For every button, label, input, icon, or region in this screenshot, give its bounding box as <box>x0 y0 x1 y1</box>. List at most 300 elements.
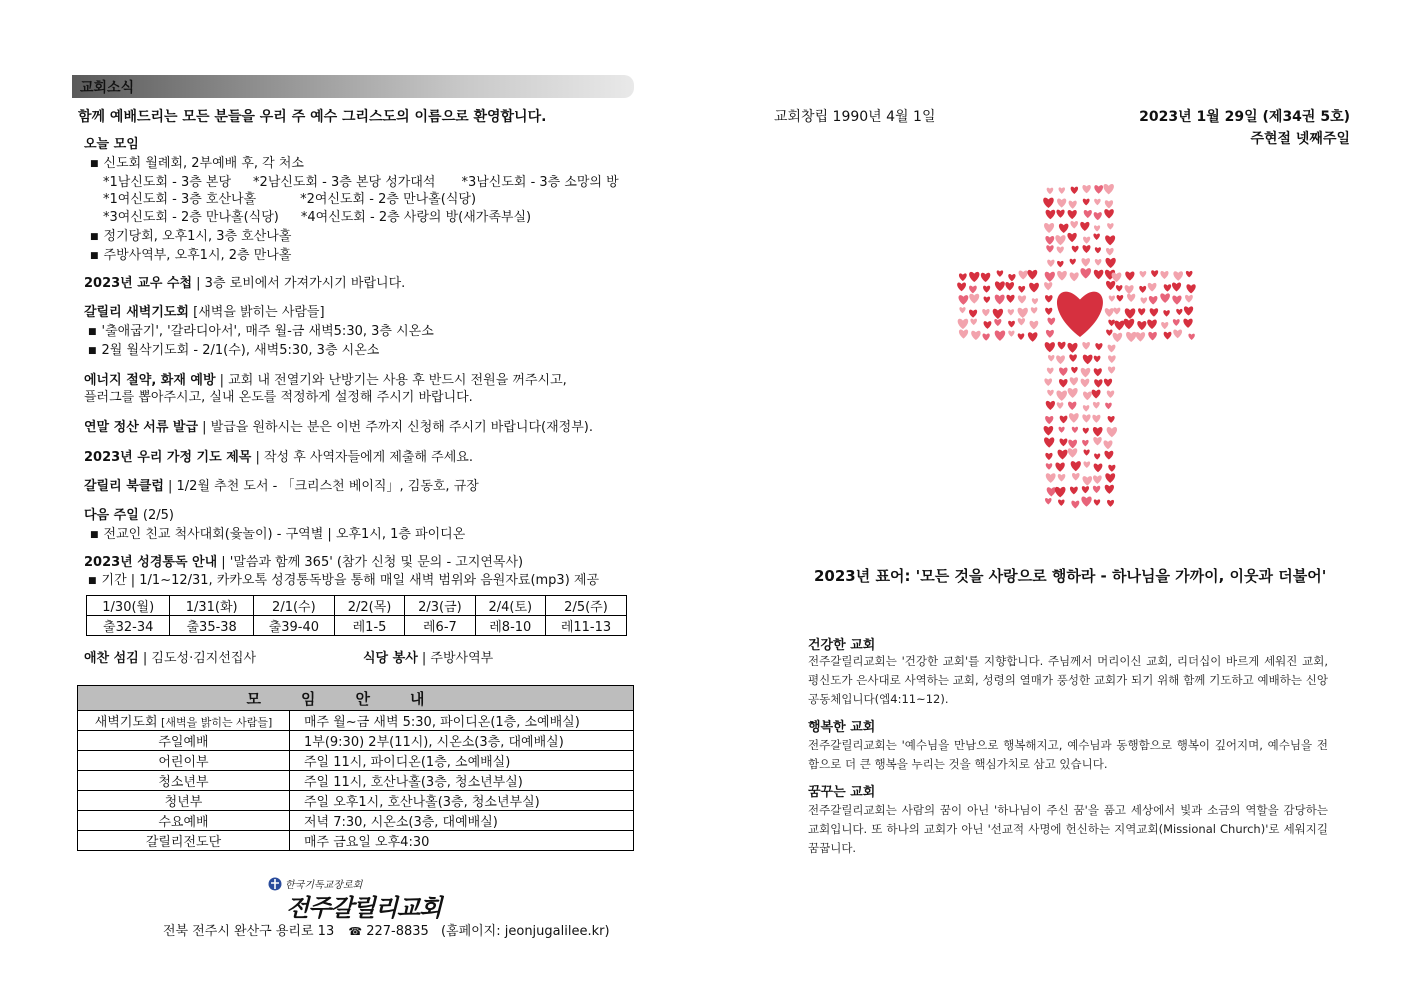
meeting-row <box>78 831 634 851</box>
heart-icon <box>1008 321 1015 328</box>
heart-icon <box>1048 355 1055 361</box>
heart-icon <box>1059 187 1065 193</box>
reading-range: 레6-7 <box>405 616 475 636</box>
heart-icon <box>1109 296 1115 302</box>
core-title-happy: 행복한 교회 <box>808 720 876 735</box>
next-sunday-heading: 다음 주일 (2/5) <box>84 508 174 523</box>
denomination-emblem-icon <box>268 877 282 891</box>
heart-icon <box>1094 225 1100 231</box>
prayer-notice: 2023년 우리 가정 기도 제목 | 작성 후 사역자들에게 제출해 주세요. <box>84 450 473 465</box>
heart-icon <box>1047 390 1054 396</box>
tax-notice: 연말 정산 서류 발급 | 발급을 원하시는 분은 이번 주까지 신청해 주시기 바랍니다(재정부). <box>84 420 593 435</box>
meeting-time: 1부(9:30) 2부(11시), 시온소(3층, 대예배실) <box>290 731 634 751</box>
logo-main-text: 전주갈릴리교회 <box>286 893 442 922</box>
heart-icon <box>1093 402 1100 409</box>
heart-icon <box>982 309 989 316</box>
today-sub-row-1: *1남신도회 - 3층 본당 *2남신도회 - 3층 본당 성가대석 *3남신도회 - 3층 소망의 방 <box>103 175 619 190</box>
heart-icon <box>1032 298 1038 304</box>
heart-icon <box>1060 439 1068 447</box>
meetings-header: 모임안내 <box>78 686 634 711</box>
heart-icon <box>984 321 992 329</box>
heart-icon <box>1094 356 1101 363</box>
heart-icon <box>1160 293 1170 303</box>
heart-icon <box>1108 366 1115 373</box>
heart-icon <box>1093 427 1103 437</box>
logo-small-text: 한국기독교장로회 <box>285 880 363 891</box>
heart-icon <box>1018 318 1025 325</box>
core-text-dreaming: 전주갈릴리교회는 사람의 꿈이 아닌 '하나님이 주신 꿈'을 품고 세상에서 빛과 소금의 역할을 감당하는 교회입니다. 또 하나의 교회가 아닌 '선교적 사명에 헌신하는 지역교회(Missional Church)'로 세워지길 꿈꿉니다. <box>808 803 1328 855</box>
heart-icon <box>970 319 977 326</box>
heart-icon <box>959 307 965 313</box>
heart-icon <box>1095 259 1102 266</box>
heart-icon <box>1057 261 1064 267</box>
heart-icon <box>1060 416 1068 424</box>
heart-icon <box>1068 448 1078 457</box>
heart-icon <box>1093 437 1102 445</box>
heart-icon <box>1046 463 1053 469</box>
heart-icon <box>1186 284 1195 293</box>
heart-icon <box>959 330 968 339</box>
heart-icon <box>993 309 1003 319</box>
meeting-time: 주일 11시, 호산나홀(3층, 청소년부실) <box>290 771 634 791</box>
homepage: (홈페이지: jeonjugalilee.kr) <box>440 924 610 939</box>
address: 전북 전주시 완산구 용리로 13 <box>163 924 335 939</box>
heart-icon <box>1092 390 1101 399</box>
heart-icon <box>1068 210 1077 219</box>
heart-icon <box>1071 187 1078 194</box>
reading-range: 출39-40 <box>253 616 334 636</box>
heart-icon <box>995 331 1006 341</box>
heart-icon <box>969 272 979 282</box>
heart-icon <box>1046 330 1054 338</box>
core-text-healthy: 전주갈릴리교회는 '건강한 교회'를 지향합니다. 주님께서 머리이신 교회, 리더십이 바르게 세워진 교회, 평신도가 은사대로 사역하는 교회, 성령의 열매가 풍성한 교회가 되기 위해 함께 기도하고 예배하는 신앙 공동체입니다(엡4:11~12). <box>808 654 1328 706</box>
heart-icon <box>1084 210 1092 218</box>
heart-icon <box>1072 246 1079 253</box>
heart-icon <box>1067 343 1077 353</box>
heart-icon <box>1081 379 1090 388</box>
heart-icon <box>1094 464 1103 473</box>
meeting-name: 주일예배 <box>78 731 290 751</box>
heart-icon <box>1184 306 1193 315</box>
heart-icon <box>1082 440 1089 446</box>
heart-icon <box>1056 390 1067 400</box>
heart-icon <box>1104 379 1112 387</box>
heart-icon <box>1161 322 1168 329</box>
heart-icon <box>1149 296 1158 305</box>
heart-icon <box>1136 332 1146 341</box>
heart-icon <box>1057 199 1066 208</box>
heart-icon <box>1083 245 1091 253</box>
heart-icon <box>1047 487 1056 496</box>
heart-icon <box>1058 474 1066 481</box>
reading-range: 출32-34 <box>87 616 170 636</box>
heart-icon <box>1094 199 1100 205</box>
heart-icon <box>1108 355 1116 363</box>
heart-icon <box>1094 454 1100 460</box>
today-item-3: ■ 주방사역부, 오후1시, 2층 만나홀 <box>90 248 292 263</box>
dawn-item-2: ■ 2월 월삭기도회 - 2/1(수), 새벽5:30, 3층 시온소 <box>88 343 380 358</box>
heart-icon <box>1107 223 1114 229</box>
dawn-item-1: ■ '출애굽기', '갈라디아서', 매주 월-금 새벽5:30, 3층 시온소 <box>88 324 434 339</box>
reading-range: 출35-38 <box>170 616 253 636</box>
reading-date: 2/4(토) <box>475 596 545 616</box>
heart-icon <box>1172 283 1181 292</box>
meeting-name: 갈릴리전도단 <box>78 831 290 851</box>
heart-icon <box>1081 496 1091 506</box>
heart-icon <box>1031 307 1038 314</box>
energy-notice: 에너지 절약, 화재 예방 | 교회 내 전열기와 난방기는 사용 후 반드시 전원을 꺼주시고, <box>84 373 567 388</box>
heart-icon <box>1070 377 1078 385</box>
meeting-row <box>78 771 634 791</box>
heart-icon <box>1173 319 1180 326</box>
heart-icon <box>1104 451 1113 460</box>
meetings-header-row <box>78 686 634 711</box>
heart-icon <box>1070 221 1078 229</box>
bookclub-notice: 갈릴리 북클럽 | 1/2월 추천 도서 - 「크리스천 베이직」, 김동호, 규장 <box>84 479 479 494</box>
heart-icon <box>1173 330 1182 339</box>
meeting-time: 매주 금요일 오후4:30 <box>290 831 634 851</box>
heart-icon <box>1044 426 1054 435</box>
meeting-row <box>78 751 634 771</box>
heart-icon <box>1138 308 1145 315</box>
heart-icon <box>1108 345 1116 353</box>
heart-icon <box>1112 272 1122 282</box>
heart-icon <box>1059 427 1065 433</box>
heart-icon <box>1106 330 1112 336</box>
heart-icon <box>1107 427 1117 437</box>
heart-icon <box>971 331 980 340</box>
meeting-row <box>78 731 634 751</box>
heart-icon <box>959 295 969 305</box>
heart-icon <box>1083 237 1090 244</box>
heart-icon <box>1056 355 1065 364</box>
heart-icon <box>1055 463 1064 472</box>
heart-icon <box>1019 270 1028 279</box>
heart-icon <box>1094 379 1102 387</box>
heart-icon <box>1125 308 1136 318</box>
heart-icon <box>1044 223 1054 233</box>
liturgical-sunday: 주현절 넷째주일 <box>1250 131 1350 147</box>
heart-cross-image <box>950 180 1210 515</box>
meeting-time: 주일 11시, 파이디온(1층, 소예배실) <box>290 751 634 771</box>
reading-range: 레1-5 <box>334 616 404 636</box>
meeting-name: 청년부 <box>78 791 290 811</box>
heart-icon <box>1083 355 1093 365</box>
heart-icon <box>1094 368 1102 376</box>
heart-icon <box>969 294 979 304</box>
today-item-1: ■ 신도회 월례회, 2부예배 후, 각 처소 <box>90 156 304 171</box>
next-sunday-item: ■ 전교인 친교 척사대회(윷놀이) - 구역별 | 오후1시, 1층 파이디온 <box>90 527 466 542</box>
heart-icon <box>1173 271 1183 281</box>
reading-date: 2/5(주) <box>545 596 626 616</box>
heart-icon <box>1045 416 1053 424</box>
heart-icon <box>1094 212 1102 220</box>
heart-icon <box>1028 332 1038 341</box>
heart-icon <box>1018 286 1025 293</box>
heart-icon <box>1094 499 1100 505</box>
heart-icon <box>1071 501 1079 509</box>
reading-date: 2/3(금) <box>405 596 475 616</box>
heart-icon <box>1105 235 1115 245</box>
issue-date: 2023년 1월 29일 (제34권 5호) <box>1139 109 1350 125</box>
heart-icon <box>1113 333 1123 342</box>
heart-icon <box>959 273 967 281</box>
heart-icon <box>1045 236 1054 245</box>
meeting-time: 주일 오후1시, 호산나홀(3층, 청소년부실) <box>290 791 634 811</box>
heart-icon <box>1150 308 1159 316</box>
heart-icon <box>1126 332 1136 342</box>
core-title-dreaming: 꿈꾸는 교회 <box>808 785 876 800</box>
heart-icon <box>1072 427 1078 433</box>
heart-icon <box>1069 201 1077 209</box>
heart-icon <box>1113 308 1120 315</box>
heart-icon <box>1093 234 1100 240</box>
heart-icon <box>1068 388 1078 398</box>
heart-icon <box>1058 342 1066 350</box>
heart-icon <box>1139 286 1146 293</box>
reading-schedule-table <box>86 595 627 636</box>
heart-icon <box>1081 258 1090 266</box>
heart-icon <box>958 319 969 329</box>
heart-icon <box>1068 402 1076 410</box>
flowers-service: 애찬 섬김 | 김도성·김지선집사 <box>84 651 257 666</box>
heart-icon <box>1058 499 1064 505</box>
heart-icon <box>1095 247 1101 253</box>
heart-icon <box>957 283 966 292</box>
heart-icon <box>984 297 991 303</box>
phone-icon: ☎ <box>348 925 363 938</box>
heart-icon <box>983 333 990 340</box>
heart-icon <box>1083 199 1090 206</box>
heart-icon <box>1105 473 1115 483</box>
heart-icon <box>1055 487 1066 498</box>
heart-icon <box>1105 403 1112 410</box>
heart-icon <box>1044 378 1052 386</box>
heart-icon <box>1018 295 1026 303</box>
reading-range: 레11-13 <box>545 616 626 636</box>
heart-icon <box>1018 308 1028 318</box>
heart-icon <box>1108 320 1115 326</box>
heart-icon <box>1006 295 1014 303</box>
reading-date: 2/2(목) <box>334 596 404 616</box>
heart-icon <box>1094 185 1103 194</box>
meeting-name: 새벽기도회 <box>94 715 158 730</box>
heart-icon <box>1114 321 1124 331</box>
heart-icon <box>1070 272 1079 281</box>
heart-icon <box>1059 224 1069 233</box>
dawn-prayer-heading: 갈릴리 새벽기도회 [새벽을 밝히는 사람들] <box>84 305 325 320</box>
heart-icon <box>1030 321 1039 330</box>
heart-icon <box>995 281 1005 291</box>
heart-icon <box>1072 473 1080 480</box>
heart-icon <box>1045 272 1055 282</box>
heart-icon <box>1084 450 1090 456</box>
heart-icon <box>1008 309 1014 315</box>
heart-icon <box>1151 270 1158 277</box>
church-contact <box>163 924 610 940</box>
heart-icon <box>1027 270 1037 280</box>
heart-icon <box>1083 476 1093 485</box>
heart-icon <box>1057 247 1064 254</box>
heart-icon <box>1069 354 1077 362</box>
heart-icon <box>1083 461 1090 468</box>
core-text-happy: 전주갈릴리교회는 '예수님을 만남으로 행복해지고, 예수님과 동행함으로 행복이 깊어지며, 예수님을 전함으로 더 큰 행복을 누리는 것을 핵심가치로 삼고 있습니다. <box>808 738 1328 771</box>
bible-reading-heading: 2023년 성경통독 안내 | '말씀과 함께 365' (참가 신청 및 문의 - 고지연목사) <box>84 555 524 570</box>
heart-icon <box>1116 285 1123 291</box>
heart-icon <box>1164 332 1172 340</box>
heart-icon <box>1045 453 1052 460</box>
heart-icon <box>983 286 990 293</box>
welcome-message: 함께 예배드리는 모든 분들을 우리 주 예수 그리스도의 이름으로 환영합니다. <box>78 109 547 125</box>
founding-date: 교회창립 1990년 4월 1일 <box>774 109 936 125</box>
heart-icon <box>1071 461 1081 471</box>
meeting-name: 어린이부 <box>78 751 290 771</box>
meeting-time: 매주 월~금 새벽 5:30, 파이디온(1층, 소예배실) <box>290 711 634 731</box>
heart-icon <box>1147 319 1157 329</box>
heart-icon <box>1059 368 1068 376</box>
heart-icon <box>1008 331 1014 337</box>
heart-icon <box>1083 392 1092 401</box>
heart-icon <box>1093 475 1102 484</box>
heart-icon <box>981 273 990 282</box>
heart-icon <box>1070 487 1078 495</box>
reading-date: 2/1(수) <box>253 596 334 616</box>
heart-icon <box>1137 321 1146 330</box>
heart-icon <box>1125 285 1134 294</box>
meeting-row <box>78 711 634 731</box>
heart-icon <box>1043 198 1054 208</box>
heart-icon <box>1047 260 1054 267</box>
heart-icon <box>1105 308 1114 317</box>
heart-icon <box>1082 185 1090 193</box>
heart-icon <box>1082 486 1089 493</box>
heart-icon <box>1045 295 1053 302</box>
meeting-time: 저녁 7:30, 시온소(3층, 대예배실) <box>290 811 634 831</box>
heart-icon <box>1092 415 1100 423</box>
heart-icon <box>969 286 977 294</box>
heart-icon <box>1105 258 1115 268</box>
heart-icon <box>1055 235 1065 245</box>
heart-icon <box>1160 271 1168 279</box>
heart-icon <box>1057 271 1067 281</box>
heart-icon <box>1070 259 1076 265</box>
heart-icon <box>1047 188 1054 195</box>
heart-icon <box>1018 333 1025 340</box>
heart-icon <box>1104 440 1113 449</box>
today-sub-row-3: *3여신도회 - 2층 만나홀(식당) *4여신도회 - 2층 사랑의 방(새가족부실) <box>103 210 532 225</box>
heart-icon <box>1095 343 1102 350</box>
heart-icon <box>1164 284 1171 291</box>
heart-icon <box>1188 334 1194 340</box>
heart-icon <box>1045 308 1052 315</box>
heart-icon <box>1044 437 1054 447</box>
heart-icon <box>1125 271 1134 280</box>
heart-icon <box>1176 309 1182 315</box>
heart-icon <box>997 270 1004 276</box>
heart-icon <box>1071 367 1078 373</box>
heart-icon <box>1083 405 1090 411</box>
heart-icon <box>1080 222 1089 231</box>
heart-icon <box>1104 209 1114 218</box>
heart-icon <box>1044 282 1052 290</box>
heart-icon <box>1008 274 1015 281</box>
heart-icon <box>1046 473 1056 483</box>
heart-icon <box>1046 210 1056 219</box>
heart-icon <box>1107 390 1115 397</box>
heart-icon <box>1172 295 1181 304</box>
heart-icon <box>1081 368 1091 377</box>
heart-icon <box>1058 450 1068 460</box>
heart-icon <box>1105 485 1114 494</box>
reading-date: 1/30(월) <box>87 596 170 616</box>
section-title: 교회소식 <box>80 80 135 96</box>
heart-icon <box>1106 248 1114 256</box>
heart-icon <box>1080 268 1091 278</box>
meeting-row <box>78 791 634 811</box>
heart-icon <box>1056 210 1064 218</box>
heart-icon <box>1067 233 1076 242</box>
kitchen-service: 식당 봉사 | 주방사역부 <box>363 651 494 666</box>
heart-icon <box>1117 295 1124 302</box>
heart-icon <box>1046 401 1055 410</box>
heart-icon <box>1124 319 1135 330</box>
energy-notice-cont: 플러그를 뽑아주시고, 실내 온도를 적정하게 설정해 주시기 바랍니다. <box>84 390 473 405</box>
reading-ranges-row <box>87 616 627 636</box>
heart-icon <box>1047 368 1054 375</box>
heart-icon <box>1082 342 1090 350</box>
heart-icon <box>1083 428 1089 434</box>
heart-icon <box>1082 414 1090 422</box>
heart-icon <box>1148 283 1157 292</box>
bible-reading-item: ■ 기간 | 1/1~12/31, 카카오톡 성경통독방을 통해 매일 새벽 범위와 음원자료(mp3) 제공 <box>88 573 600 588</box>
today-item-2: ■ 정기당회, 오후1시, 3층 호산나홀 <box>90 229 292 244</box>
phone-number: 227-8835 <box>366 924 429 939</box>
heart-icon <box>1108 465 1115 472</box>
today-heading: 오늘 모임 <box>84 137 139 152</box>
heart-icon <box>1107 500 1114 507</box>
heart-icon <box>1005 282 1014 291</box>
heart-icon <box>1029 283 1039 293</box>
heart-icon <box>1047 318 1055 326</box>
handbook-notice: 2023년 교우 수첩 | 3층 로비에서 가져가시기 바랍니다. <box>84 276 406 291</box>
heart-icon <box>1106 281 1115 290</box>
meetings-table <box>77 685 634 851</box>
heart-icon <box>1059 379 1068 387</box>
reading-date: 1/31(화) <box>170 596 253 616</box>
meeting-subname: [새벽을 밝히는 사람들] <box>157 716 273 729</box>
heart-icon <box>995 295 1005 305</box>
heart-icon <box>1163 310 1170 316</box>
heart-icon <box>1105 200 1113 208</box>
meeting-row <box>78 811 634 831</box>
heart-icon <box>1057 402 1064 409</box>
heart-icon <box>1141 297 1148 303</box>
section-header-bar <box>72 75 634 98</box>
heart-icon <box>969 310 977 318</box>
core-title-healthy: 건강한 교회 <box>808 638 876 653</box>
heart-icon <box>1045 498 1052 504</box>
heart-icon <box>1045 342 1055 352</box>
heart-icon <box>1057 292 1103 337</box>
heart-icon <box>1148 332 1157 340</box>
heart-icon <box>1103 184 1113 194</box>
heart-icon <box>1183 319 1192 328</box>
heart-icon <box>1046 245 1053 252</box>
heart-icon <box>1185 295 1193 303</box>
heart-icon <box>1108 416 1115 423</box>
heart-icon <box>1069 413 1079 423</box>
heart-icon <box>1127 294 1135 302</box>
